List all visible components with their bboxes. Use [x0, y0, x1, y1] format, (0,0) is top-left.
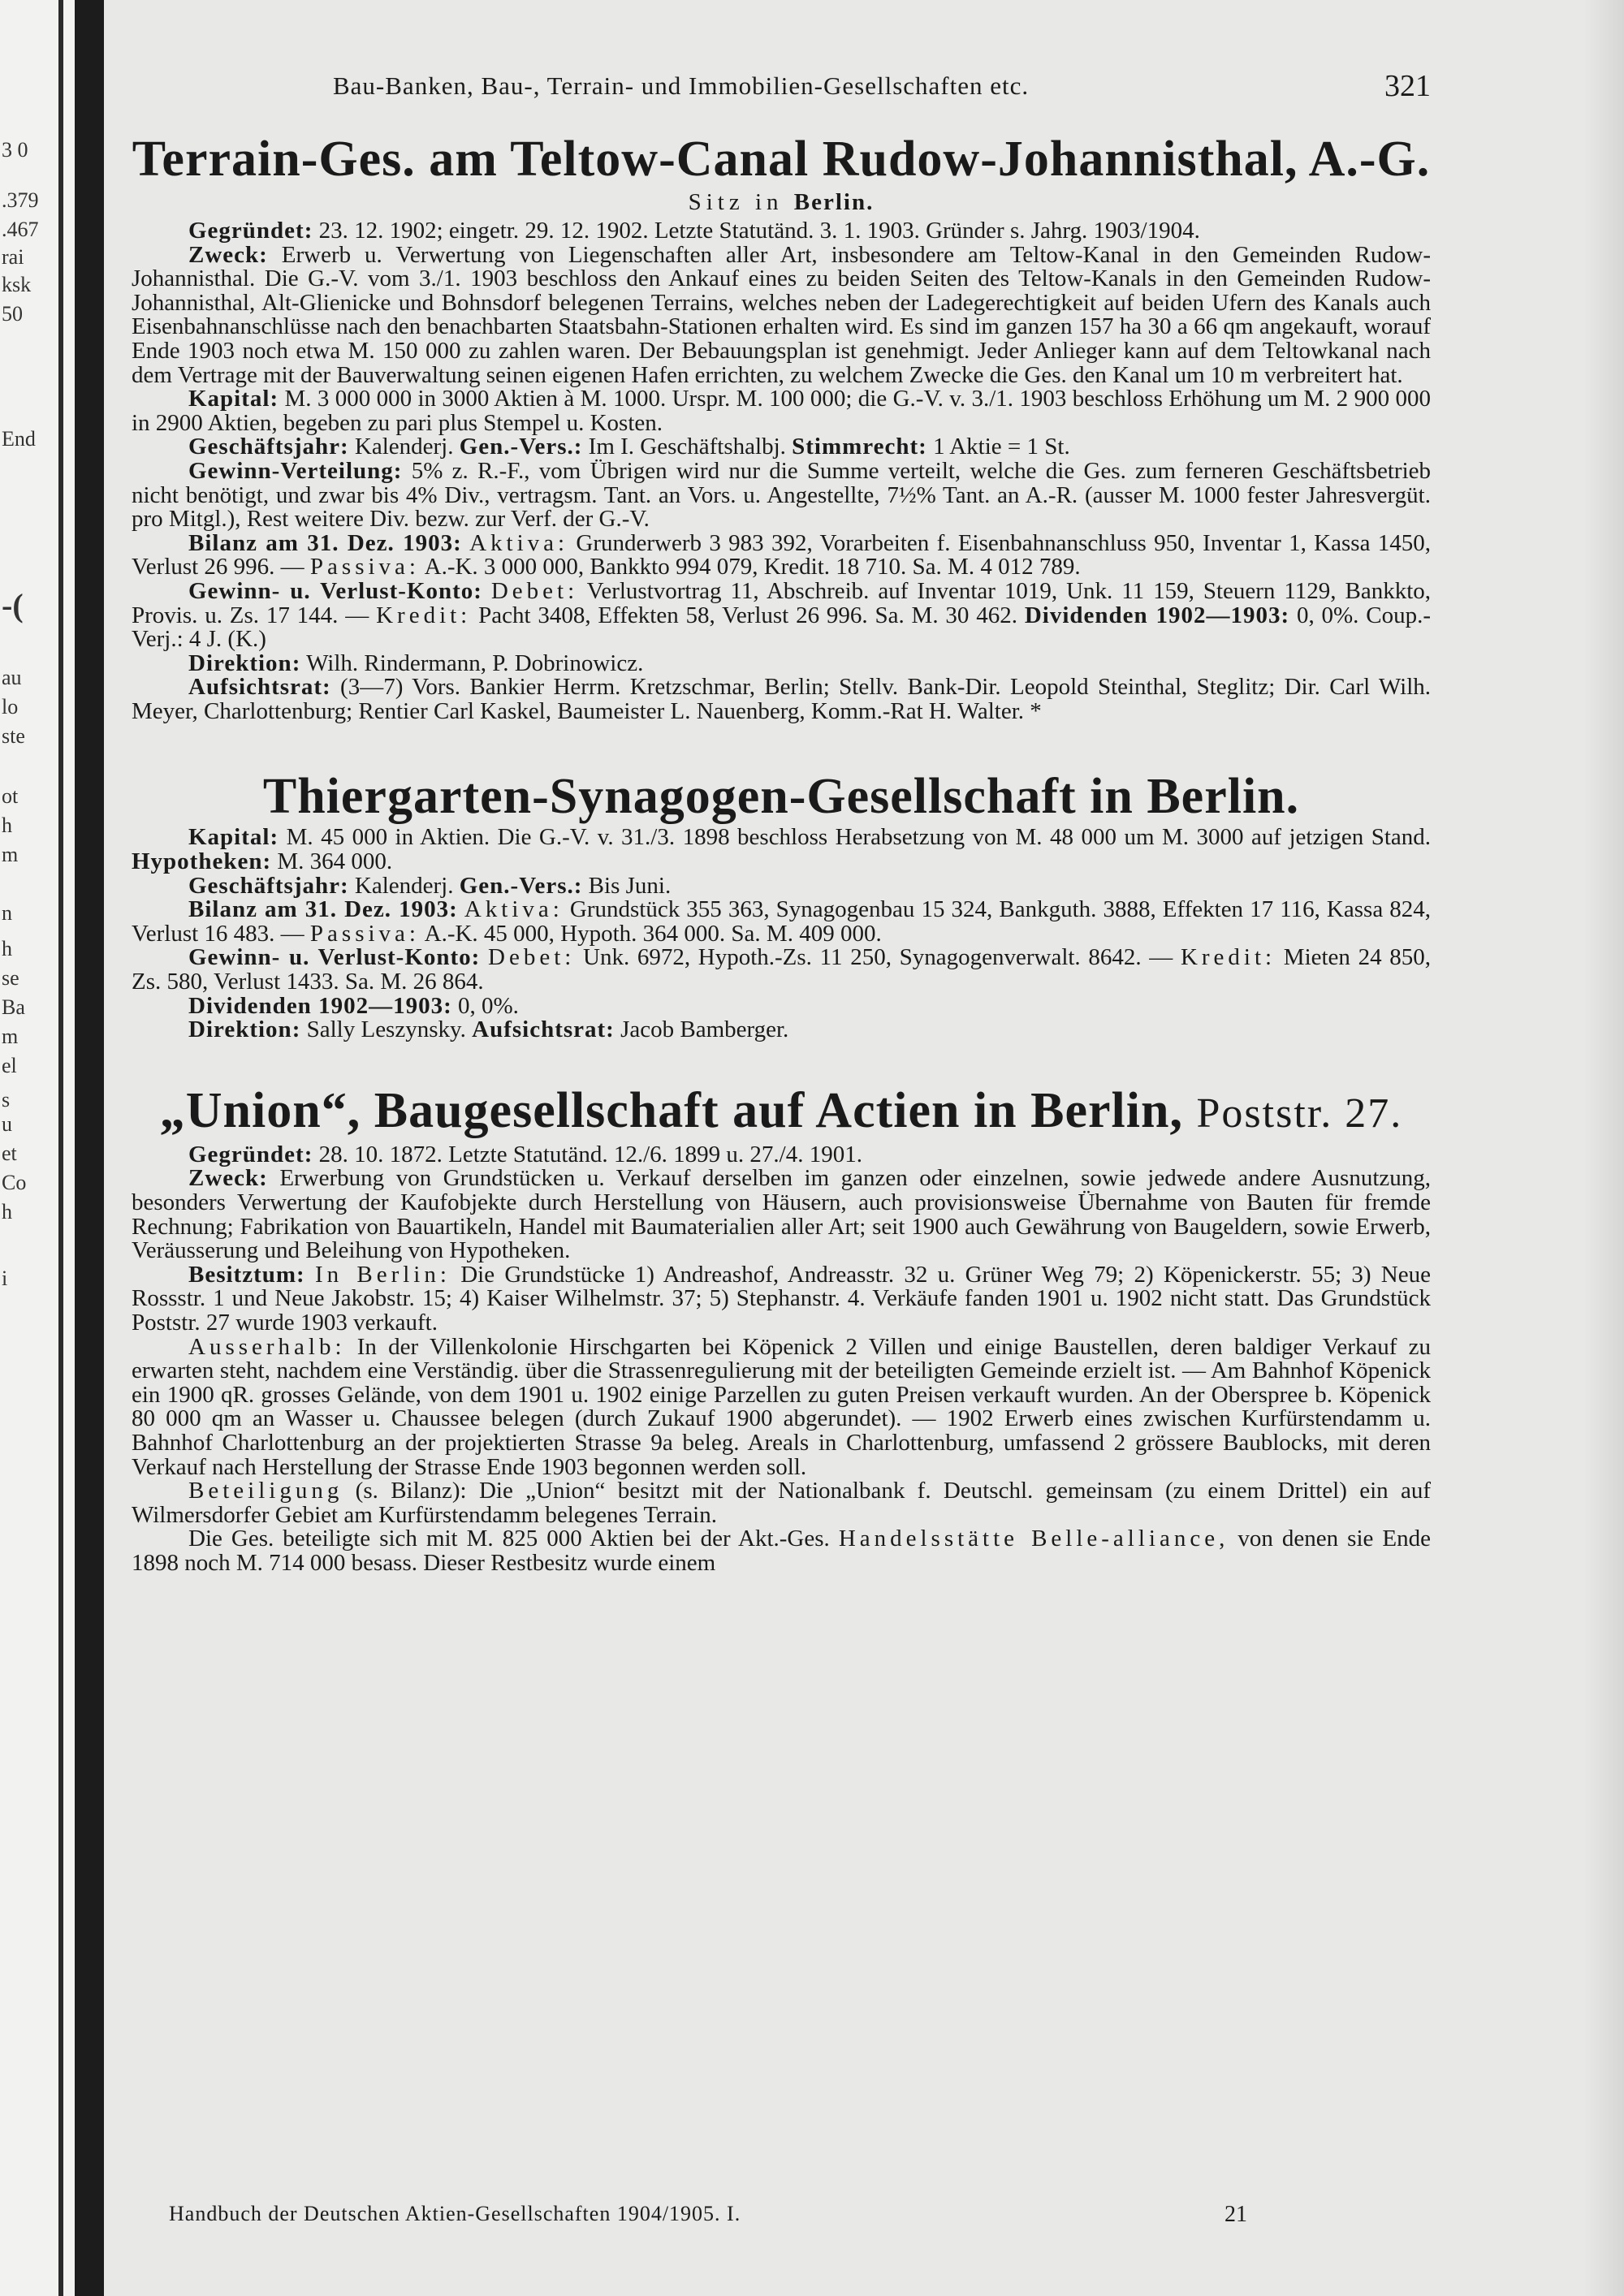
entry-participation	[132, 1479, 1431, 1527]
entry-text: von denen sie Ende 1898 noch M. 714 000 besass. Dieser Restbesitz wurde einem	[132, 1526, 1431, 1576]
seat-prefix: Sitz in	[688, 189, 784, 215]
entry-text: Erwerb u. Verwertung von Liegenschaften aller Art, insbesondere am Teltow-Kanal in den Gemeinden Rudow-Johannisthal. Die G.-V. vom 3./1. 1903 beschloss den Ankauf eines zu beiden Seiten des Teltow-Kanals in den Gemeinden Rudow-Johannisthal, Alt-Glienicke und Bohnsdorf belegenen Terrains, welches neben der Ladegerechtigkeit auf beiden Ufern des Kanals auch Eisenbahnanschlüsse nach den benachbarten Staatsbahn-Stationen erhalten wird. Es sind im ganzen 157 ha 30 a 66 qm angekauft, worauf Ende 1903 noch etwa M. 150 000 zu zahlen waren. Der Bebauungsplan ist genehmigt. Jeder Anlieger kann auf dem Teltowkanal nach dem Vertrage mit der Bauverwaltung seinen eigenen Hafen errichten, zu welchem Zwecke die Ges. den Kanal um 10 m verbreitert hat.	[132, 241, 1431, 388]
entry-text: Kalenderj.	[354, 872, 454, 899]
entry-text: Grunderwerb 3 983 392, Vorarbeiten f. Eisenbahnanschluss 950, Inventar 1, Kassa 1450, Verlust 26 996. —	[132, 529, 1432, 580]
page-footer	[169, 2202, 1306, 2229]
entry-subhead: Beteiligung	[188, 1478, 343, 1504]
entry-text: A.-K. 45 000, Hypoth. 364 000. Sa. M. 409 000.	[424, 920, 882, 947]
margin-fragment: m	[2, 843, 19, 866]
entry-subhead: Passiva:	[309, 554, 420, 580]
entry-text: M. 45 000 in Aktien. Die G.-V. v. 31./3. 1898 beschloss Herabsetzung von M. 48 000 um M. 3000 auf jetzigen Stand.	[286, 824, 1432, 851]
entry-label: Gewinn- u. Verlust-Konto:	[188, 944, 481, 971]
entry-text: Im I. Geschäftshalbj.	[588, 434, 786, 460]
entry-text: Unk. 6972, Hypoth.-Zs. 11 250, Synagogenverwalt. 8642. —	[583, 944, 1173, 971]
company-seat	[132, 188, 1431, 216]
margin-fragment: n	[2, 901, 12, 925]
entry-text: Die Grundstücke 1) Andreashof, Andreasstr. 32 u. Grüner Weg 79; 2) Köpenickerstr. 55; 3) Neue Rossstr. 1 und Neue Jakobstr. 15; 4) Kaiser Wilhelmstr. 37; 5) Stephanstr. 4. Verkäufe fanden 1901 u. 1902 nicht statt. Das Grundstück Poststr. 27 wurde 1903 verkauft.	[132, 1261, 1431, 1336]
company-title-text: Terrain-Ges. am Teltow-Canal Rudow-Johannisthal, A.-G.	[132, 132, 1431, 187]
margin-fragment: et	[2, 1142, 17, 1165]
entry-capital	[132, 387, 1431, 435]
entry-subhead: In Berlin:	[314, 1261, 451, 1288]
entry-label: Geschäftsjahr:	[188, 872, 349, 899]
entry-text: 5% z. R.-F., vom Übrigen wird nur die Summe verteilt, welche die Ges. zum ferneren Geschäftsbetrieb nicht benötigt, und zwar bis 4% Div., vertragsm. Tant. an Vors. u. Angestellte, 7½% Tant. an A.-R. (ausser M. 1000 fester Jahresvergüt. pro Mitgl.), Rest weitere Div. bezw. zur Verf. der G.-V.	[132, 457, 1431, 533]
footer-book-title: Handbuch der Deutschen Aktien-Gesellschaften 1904/1905. I.	[169, 2202, 741, 2225]
book-page	[122, 0, 1583, 2296]
margin-fragment: 50	[2, 302, 23, 326]
entry-shareholding	[132, 1527, 1431, 1575]
margin-fragment: h	[2, 1200, 12, 1224]
entry-label: Direktion:	[188, 650, 301, 676]
entry-label: Gegründet:	[188, 218, 313, 244]
margin-fragment: au	[2, 666, 22, 689]
entry-label: Bilanz am 31. Dez. 1903:	[188, 896, 458, 923]
page-body	[132, 130, 1431, 1576]
entry-text: 0, 0%.	[457, 992, 519, 1019]
entry-profit-distribution	[132, 457, 1431, 533]
running-title: Bau-Banken, Bau-, Terrain- und Immobilien-Gesellschaften etc.	[333, 71, 1030, 100]
entry-fiscal-year	[132, 435, 1431, 460]
margin-fragment: h	[2, 814, 12, 837]
entry-text: Wilh. Rindermann, P. Dobrinowicz.	[306, 650, 644, 676]
entry-subhead: Passiva:	[309, 920, 420, 947]
entry-text: 23. 12. 1902; eingetr. 29. 12. 1902. Letzte Statutänd. 3. 1. 1903. Gründer s. Jahrg. 1903/1904.	[318, 218, 1200, 244]
book-gutter	[75, 0, 104, 2296]
margin-fragment: i	[2, 1267, 8, 1290]
entry-text: In der Villenkolonie Hirschgarten bei Köpenick 2 Villen und einige Baustellen, deren baldiger Verkauf zu erwarten steht, nachdem eine Verständig. über die Strassenregulierung mit der beteiligten Gemeinde erzielt ist. — Am Bahnhof Köpenick ein 1900 qR. grosses Gelände, von dem 1901 u. 1902 einige Parzellen zu guten Preisen verkauft wurden. An der Oberspree b. Köpenick 80 000 qm an Wasser u. Chaussee belegen (durch Zukauf 1900 abgerundet). — 1902 Erwerb eines zwischen Kurfürstendamm u. Bahnhof Charlottenburg an der projektierten Strasse 9a beleg. Areals in Charlottenburg, umfassend 2 grössere Baublocks, mit deren Verkauf nach Herstellung der Strasse Ende 1903 begonnen werden soll.	[132, 1333, 1431, 1480]
entry-label: Dividenden 1902—1903:	[1024, 602, 1290, 628]
entry-text: Verlustvortrag 11, Abschreib. auf Inventar 1019, Unk. 11 159, Steuern 1129, Bankkto, Provis. u. Zs. 17 144. —	[132, 577, 1431, 628]
running-header	[122, 71, 1431, 104]
entry-balance-sheet	[132, 529, 1432, 580]
book-spine-shadow	[58, 0, 63, 2296]
margin-fragment: .379	[2, 188, 39, 212]
page-edge-shadow	[1583, 0, 1624, 2296]
entry-text: 28. 10. 1872. Letzte Statutänd. 12./6. 1899 u. 27./4. 1901.	[318, 1141, 862, 1167]
entry-text: Pacht 3408, Effekten 58, Verlust 26 996. Sa. M. 30 462.	[478, 602, 1017, 628]
company-title-text: „Union“, Baugesellschaft auf Actien in Berlin,	[159, 1082, 1183, 1138]
entry-text: (3—7) Vors. Bankier Herrm. Kretzschmar, Berlin; Stellv. Bank-Dir. Leopold Steinthal, Steglitz; Dir. Carl Wilh. Meyer, Charlottenburg; Rentier Carl Kaskel, Baumeister L. Nauenberg, Komm.-Rat H. Walter. *	[132, 674, 1432, 724]
entry-label: Geschäftsjahr:	[188, 434, 349, 460]
entry-text: Kalenderj.	[354, 434, 454, 460]
previous-page-margin	[0, 0, 75, 2296]
entry-founded	[132, 219, 1431, 244]
entry-text: Die Ges. beteiligte sich mit M. 825 000 Aktien bei der Akt.-Ges.	[188, 1526, 830, 1552]
entry-label: Aufsichtsrat:	[472, 1016, 615, 1043]
entry-label: Stimmrecht:	[792, 434, 927, 460]
entry-property-outside	[132, 1333, 1431, 1480]
entry-balance-sheet	[132, 898, 1431, 946]
entry-management	[132, 652, 1431, 676]
margin-fragment: Co	[2, 1171, 27, 1194]
entry-label: Direktion:	[188, 1016, 301, 1043]
entry-label: Besitztum:	[188, 1261, 305, 1288]
entry-label: Gegründet:	[188, 1141, 313, 1167]
entry-label: Dividenden 1902—1903:	[188, 992, 452, 1019]
margin-fragment: rai	[2, 245, 24, 269]
entry-label: Bilanz am 31. Dez. 1903:	[188, 529, 462, 556]
seat-city: Berlin.	[793, 189, 875, 215]
margin-fragment: ksk	[2, 273, 32, 296]
entry-text: Jacob Bamberger.	[620, 1016, 789, 1043]
entry-label: Kapital:	[188, 386, 279, 412]
margin-fragment: s	[2, 1088, 11, 1111]
entry-label: Zweck:	[188, 1165, 268, 1192]
entry-fiscal-year	[132, 874, 1431, 899]
entry-label: Gewinn-Verteilung:	[188, 457, 403, 484]
entry-subhead: Kredit:	[376, 602, 472, 628]
entry-subhead: Debet:	[488, 944, 576, 971]
entry-text: (s. Bilanz): Die „Union“ besitzt mit der Nationalbank f. Deutschl. gemeinsam (zu einem Drittel) ein auf Wilmersdorfer Gebiet am Kurfürstendamm belegenes Terrain.	[132, 1478, 1432, 1528]
entry-subhead: Handelsstätte Belle-alliance,	[838, 1526, 1229, 1552]
entry-founded	[132, 1143, 1431, 1167]
entry-text: Mieten 24 850, Zs. 580, Verlust 1433. Sa. M. 26 864.	[132, 944, 1432, 995]
entry-text: 0, 0%. Coup.-Verj.: 4 J. (K.)	[132, 602, 1431, 653]
entry-profit-loss	[132, 946, 1431, 994]
margin-fragment: ste	[2, 724, 25, 748]
entry-label: Hypotheken:	[132, 848, 272, 875]
entry-supervisory-board	[132, 675, 1431, 723]
margin-fragment: lo	[2, 695, 19, 719]
entry-label: Zweck:	[188, 241, 268, 268]
margin-fragment: el	[2, 1054, 17, 1077]
entry-subhead: Aktiva:	[464, 896, 564, 923]
entry-management	[132, 1018, 1431, 1042]
margin-fragment: m	[2, 1025, 19, 1048]
entry-profit-loss	[132, 577, 1431, 653]
entry-dividends	[132, 992, 1431, 1019]
entry-text: M. 364 000.	[277, 848, 393, 875]
entry-text: Grundstück 355 363, Synagogenbau 15 324, Bankguth. 3888, Effekten 17 116, Kassa 824, Verlust 16 483. —	[132, 896, 1432, 947]
margin-fragment: .467	[2, 218, 39, 241]
entry-text: Sally Leszynsky.	[306, 1016, 466, 1043]
entry-purpose	[132, 241, 1431, 388]
margin-fragment: -(	[2, 587, 24, 624]
entry-label: Kapital:	[188, 824, 279, 851]
entry-subhead: Ausserhalb:	[188, 1333, 346, 1360]
margin-fragment: ot	[2, 784, 19, 808]
signature-mark: 21	[1224, 2202, 1247, 2227]
margin-fragment: h	[2, 937, 12, 960]
margin-fragment: Ba	[2, 995, 25, 1019]
entry-label: Gen.-Vers.:	[459, 872, 583, 899]
company-title-text: Thiergarten-Synagogen-Gesellschaft in Berlin.	[262, 769, 1300, 825]
entry-capital	[132, 826, 1431, 874]
entry-label: Gewinn- u. Verlust-Konto:	[188, 577, 482, 604]
margin-fragment: u	[2, 1112, 12, 1136]
entry-text: Erwerbung von Grundstücken u. Verkauf derselben im ganzen oder einzelnen, sowie jedwede andere Ausnutzung, besonders Verwertung der Kaufobjekte durch Herstellung von Häusern, auch provisionsweise Übernahme von Bauten für fremde Rechnung; Fabrikation von Bauartikeln, Handel mit Baumaterialien aller Art; seit 1900 auch Gewährung von Baugeldern, sowie Erwerb, Veräusserung und Beleihung von Hypotheken.	[132, 1165, 1432, 1264]
company-title	[132, 767, 1431, 826]
entry-text: 1 Aktie = 1 St.	[933, 434, 1070, 460]
company-title	[132, 1081, 1431, 1143]
entry-subhead: Kredit:	[1180, 944, 1276, 971]
entry-subhead: Aktiva:	[469, 529, 569, 556]
entry-text: A.-K. 3 000 000, Bankkto 994 079, Kredit. 18 710. Sa. M. 4 012 789.	[424, 554, 1081, 580]
margin-fragment: 3 0	[2, 138, 28, 162]
entry-text: M. 3 000 000 in 3000 Aktien à M. 1000. Urspr. M. 100 000; die G.-V. v. 3./1. 1903 beschloss Erhöhung um M. 2 900 000 in 2900 Aktien, begeben zu pari plus Stempel u. Kosten.	[132, 386, 1431, 436]
entry-label: Aufsichtsrat:	[188, 674, 331, 701]
page-number: 321	[1384, 69, 1431, 103]
company-title	[132, 130, 1431, 188]
entry-property	[132, 1263, 1431, 1336]
margin-fragment: se	[2, 966, 19, 990]
entry-label: Gen.-Vers.:	[459, 434, 583, 460]
margin-fragment: End	[2, 427, 36, 451]
entry-purpose	[132, 1167, 1431, 1262]
company-address: Poststr. 27.	[1196, 1090, 1403, 1137]
entry-text: Bis Juni.	[588, 872, 672, 899]
entry-subhead: Debet:	[490, 577, 579, 604]
